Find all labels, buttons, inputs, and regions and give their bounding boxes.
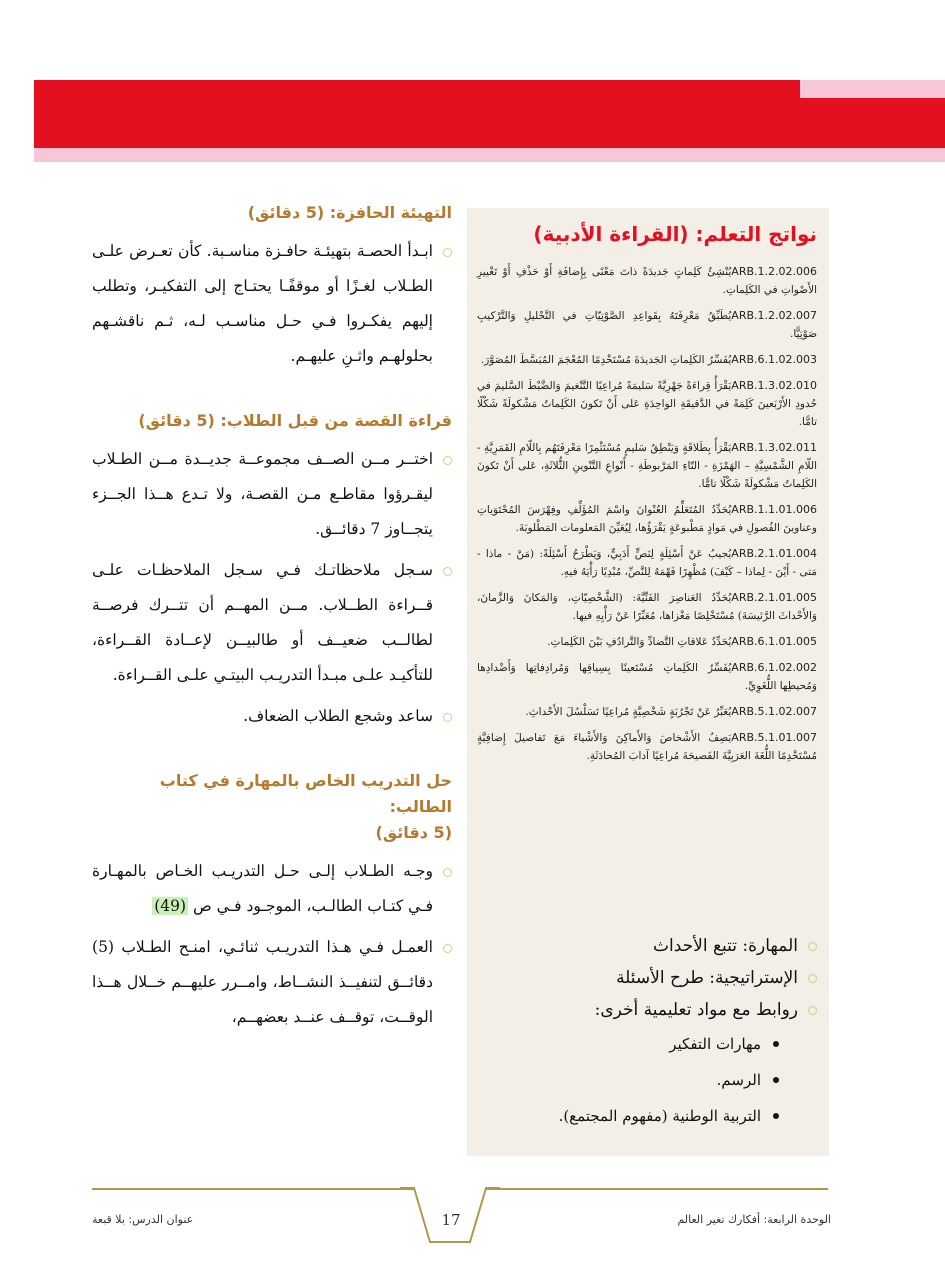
lesson-steps xyxy=(92,200,452,1041)
reading-paragraph xyxy=(92,442,452,547)
outcome-item xyxy=(477,545,817,581)
outcome-text: يُعَبِّرُ عَنْ تَجْرُبَةٍ شَخْصِيَّةٍ مُراعِيًا تَسَلْسُلَ الأَحْداثِ. xyxy=(525,706,732,718)
outcome-item xyxy=(477,729,817,765)
warmup-paragraph xyxy=(92,234,452,374)
ring-bullet-icon xyxy=(443,713,452,722)
outcomes-title: نواتج التعلم: (القراءة الأدبية) xyxy=(533,222,817,246)
page-reference: (49) xyxy=(154,897,187,915)
outcome-item xyxy=(477,633,817,651)
outcome-item xyxy=(477,439,817,493)
outcome-item xyxy=(477,351,817,369)
outcome-text: يُحَدِّدُ المُتَعَلِّمُ العُنْوانَ واسْمَ المُؤَلِّفِ وفِهْرَسَ المُحْتَوَياتِ وعناوينَ الفُصولِ في مَوادٍ مَطْبوعَةٍ يَقْرَؤُها، لِيُعَيِّنَ المَعلومات المَطْلوبَةَ. xyxy=(477,504,817,534)
outcome-code: ARB.1.3.02.010 xyxy=(731,379,817,392)
outcome-text: يَقْرَأُ بِطَلاقَةٍ وَيَنْطِقُ سَليمٍ مُسْتَثْمِرًا مَعْرِفَتَهُم بِاللّامِ القَمَرِيَّةِ - اللّامِ الشَّمْسِيَّةِ – الهَمْزَةِ - التّاءِ المَرْبوطَةِ - أَنْواعِ التَّنْوينِ الثُّلاثَةِ، عَلى أَنْ تَكونَ الكَلِماتُ مَشْكولَةً شَكْلًا تامًّا. xyxy=(477,442,817,490)
outcome-code: ARB.1.2.02.007 xyxy=(731,309,817,322)
outcome-code: ARB.1.3.02.011 xyxy=(731,441,817,454)
reading-paragraph xyxy=(92,553,452,693)
ring-bullet-icon xyxy=(443,248,452,257)
outcome-code: ARB.2.1.01.004 xyxy=(731,547,817,560)
dot-bullet-icon xyxy=(773,1077,779,1083)
list-item xyxy=(477,1098,779,1134)
practice-text-2: العمـل فـي هـذا التدريـب ثنائـي، امنـح الطـلاب (5) دقائــق لتنفيــذ النشــاط، وامــرر عليهــم خــلال هــذا الوقــت، توقــف عنــد بعضهــم، xyxy=(92,938,433,1026)
outcome-text: يُحَدِّدُ العَناصِرَ الفَنِّيَّةَ: (الشَّخْصِيّاتِ، وَالمَكانَ وَالزَّمانَ، وَالأَحْداثَ الرَّئيسَةَ) مُسْتَخْلِصًا مَغْزاها، مُعَبِّرًا عَنْ رَأْيِهِ فيها. xyxy=(477,592,817,622)
links-label: روابط مع مواد تعليمية أخرى: xyxy=(594,1000,798,1020)
outcome-text: يُفَسِّرُ الكَلِماتِ الجَديدَةَ مُسْتَخْدِمًا المُعْجَمَ المُبَسَّطَ المُصَوَّرَ. xyxy=(480,354,732,366)
warmup-title: التهيئة الحافزة: (5 دقائق) xyxy=(247,203,452,222)
outcomes-list xyxy=(477,263,817,773)
outcome-code: ARB.1.1.01.006 xyxy=(731,503,817,516)
outcome-text: يُطَبِّقُ مَعْرِفَتَهُ بِقَواعِدِ الصَّوْتِيّاتِ في التَّحْليلِ وَالتَّرْكيبِ صَوْتِيًّا. xyxy=(477,310,817,340)
outcomes-panel xyxy=(467,208,829,1156)
ring-bullet-icon xyxy=(808,942,817,951)
list-item xyxy=(477,1026,779,1062)
dot-bullet-icon xyxy=(773,1113,779,1119)
outcome-code: ARB.5.1.01.007 xyxy=(731,731,817,744)
outcome-code: ARB.1.2.02.006 xyxy=(731,265,817,278)
ring-bullet-icon xyxy=(443,567,452,576)
outcome-text: يَصِفُ الأَشْخاصَ وَالأَماكِنَ وَالأَشْياءَ مَعَ تَفاصيلَ إِضافِيَّةٍ مُسْتَخْدِمًا اللُّغَةَ العَرَبِيَّةَ الفَصيحَةَ مُراعِيًا آدابَ المُحادَثَةِ. xyxy=(477,732,817,762)
skills-block xyxy=(477,930,817,1134)
skill-line xyxy=(477,930,817,962)
reading-text-2: سـجل ملاحظاتـك فـي سـجل الملاحظـات علـى قــراءة الطــلاب. مــن المهــم أن تتــرك فرصــة لطالــب ضعيــف أو طالبيــن لإعــادة القــراءة، للتأكيـد علـى مبـدأ التدريـب البيتـي علـى القــراءة. xyxy=(92,561,433,684)
practice-paragraph xyxy=(92,854,452,924)
practice-title: حل التدريب الخاص بالمهارة في كتاب الطالب: xyxy=(159,771,452,816)
outcome-item xyxy=(477,589,817,625)
warmup-text: ابـدأ الحصـة بتهيئـة حافـزة مناسـبة. كأن تعـرض علـى الطـلاب لغـزًا أو موقفًـا يحتـاج إلى التفكيـر، وتطلب إليهم يفكـروا فـي حـل مناسـب لـه، ثـم ناقشـهم بحلولهـم واثـنِ عليهـم. xyxy=(92,242,433,365)
reading-text-3: ساعد وشجع الطلاب الضعاف. xyxy=(243,707,433,725)
skill-text: المهارة: تتبع الأحداث xyxy=(652,936,798,956)
practice-text-1 xyxy=(92,854,433,924)
reading-paragraph xyxy=(92,699,452,734)
outcome-item xyxy=(477,703,817,721)
outcome-code: ARB.6.1.01.005 xyxy=(731,635,817,648)
practice-time: (5 دقائق) xyxy=(375,823,452,842)
outcome-text: يُفَسِّرُ الكَلِماتِ مُسْتَعينًا بِسِياقِها وَمُرادِفاتِها وَأَضْدادِها وَمُحيطِها اللُّغَوِيِّ. xyxy=(477,662,817,692)
outcome-text: يُحَدِّدُ عَلاقاتِ التَّضادِّ وَالتَّرادُفِ بَيْنَ الكَلِماتِ. xyxy=(547,636,732,648)
link-item-text: التربية الوطنية (مفهوم المجتمع). xyxy=(558,1107,761,1125)
list-item xyxy=(477,1062,779,1098)
header-pink-band xyxy=(34,148,945,162)
outcome-item xyxy=(477,377,817,431)
outcome-code: ARB.6.1.02.003 xyxy=(731,353,817,366)
outcome-item xyxy=(477,263,817,299)
outcome-text: يُنْشِئُ كَلِماتٍ جَديدَةً ذاتَ مَعْنًى بِإِضافَةِ أَوْ حَذْفِ أَوْ تَغْييرِ الأَصْواتِ في الكَلِماتِ. xyxy=(477,266,817,296)
ring-bullet-icon xyxy=(808,1006,817,1015)
strategy-text: الإستراتيجية: طرح الأسئلة xyxy=(616,968,798,988)
footer-unit: الوحدة الرابعة: أفكارك تغير العالم xyxy=(677,1213,831,1226)
links-line xyxy=(477,994,817,1026)
dot-bullet-icon xyxy=(773,1041,779,1047)
outcome-code: ARB.6.1.02.002 xyxy=(731,661,817,674)
link-item-text: مهارات التفكير xyxy=(669,1035,761,1053)
footer-lesson: عنوان الدرس: بلا قبعة xyxy=(92,1213,194,1226)
outcome-item xyxy=(477,307,817,343)
header-pink-accent xyxy=(800,80,945,98)
outcome-text: يَقْرَأُ قِراءَةً جَهْرِيَّةً سَليمَةً مُراعِيًا التَّنْغيمَ وَالضَّبْطَ السَّليمَ في حُدودِ الأَرْبَعينَ كَلِمَةً في الدَّقيقَةِ الواحِدَةِ عَلى أَنْ تَكونَ الكَلِماتُ مَشْكولَةً شَكْلًا تامًّا. xyxy=(477,380,817,428)
link-item-text: الرسم. xyxy=(716,1071,761,1089)
ring-bullet-icon xyxy=(443,868,452,877)
links-list xyxy=(477,1026,779,1134)
ring-bullet-icon xyxy=(443,456,452,465)
strategy-line xyxy=(477,962,817,994)
practice-text-1-body: وجـه الطـلاب إلـى حـل التدريـب الخـاص بالمهـارة فـي كتـاب الطالـب، الموجـود فـي ص xyxy=(92,862,433,915)
reading-text-1: اختــر مــن الصــف مجموعــة جديــدة مــن الطـلاب ليقـرؤوا مقاطـع مـن القصـة، ولا تـدع هــذا الجــزء يتجــاوز 7 دقائــق. xyxy=(92,450,433,538)
reading-title: قراءة القصة من قبل الطلاب: (5 دقائق) xyxy=(138,411,452,430)
ring-bullet-icon xyxy=(443,944,452,953)
practice-paragraph xyxy=(92,930,452,1035)
ring-bullet-icon xyxy=(808,974,817,983)
outcome-item xyxy=(477,659,817,695)
outcome-code: ARB.5.1.02.007 xyxy=(731,705,817,718)
outcome-text: يُجيبُ عَنْ أَسْئِلَةٍ لِنَصٍّ أَدَبِيٍّ، وَيَطْرَحُ أَسْئِلَةً: (مَنْ - ماذا - مَتى - أَيْنَ - لِماذا – كَيْفَ) مُظْهِرًا فَهْمَهُ لِلنَّصِّ، مُبْدِيًا رَأْيَهُ فيهِ. xyxy=(477,548,817,578)
outcome-code: ARB.2.1.01.005 xyxy=(731,591,817,604)
outcome-item xyxy=(477,501,817,537)
page-number: 17 xyxy=(441,1211,461,1229)
